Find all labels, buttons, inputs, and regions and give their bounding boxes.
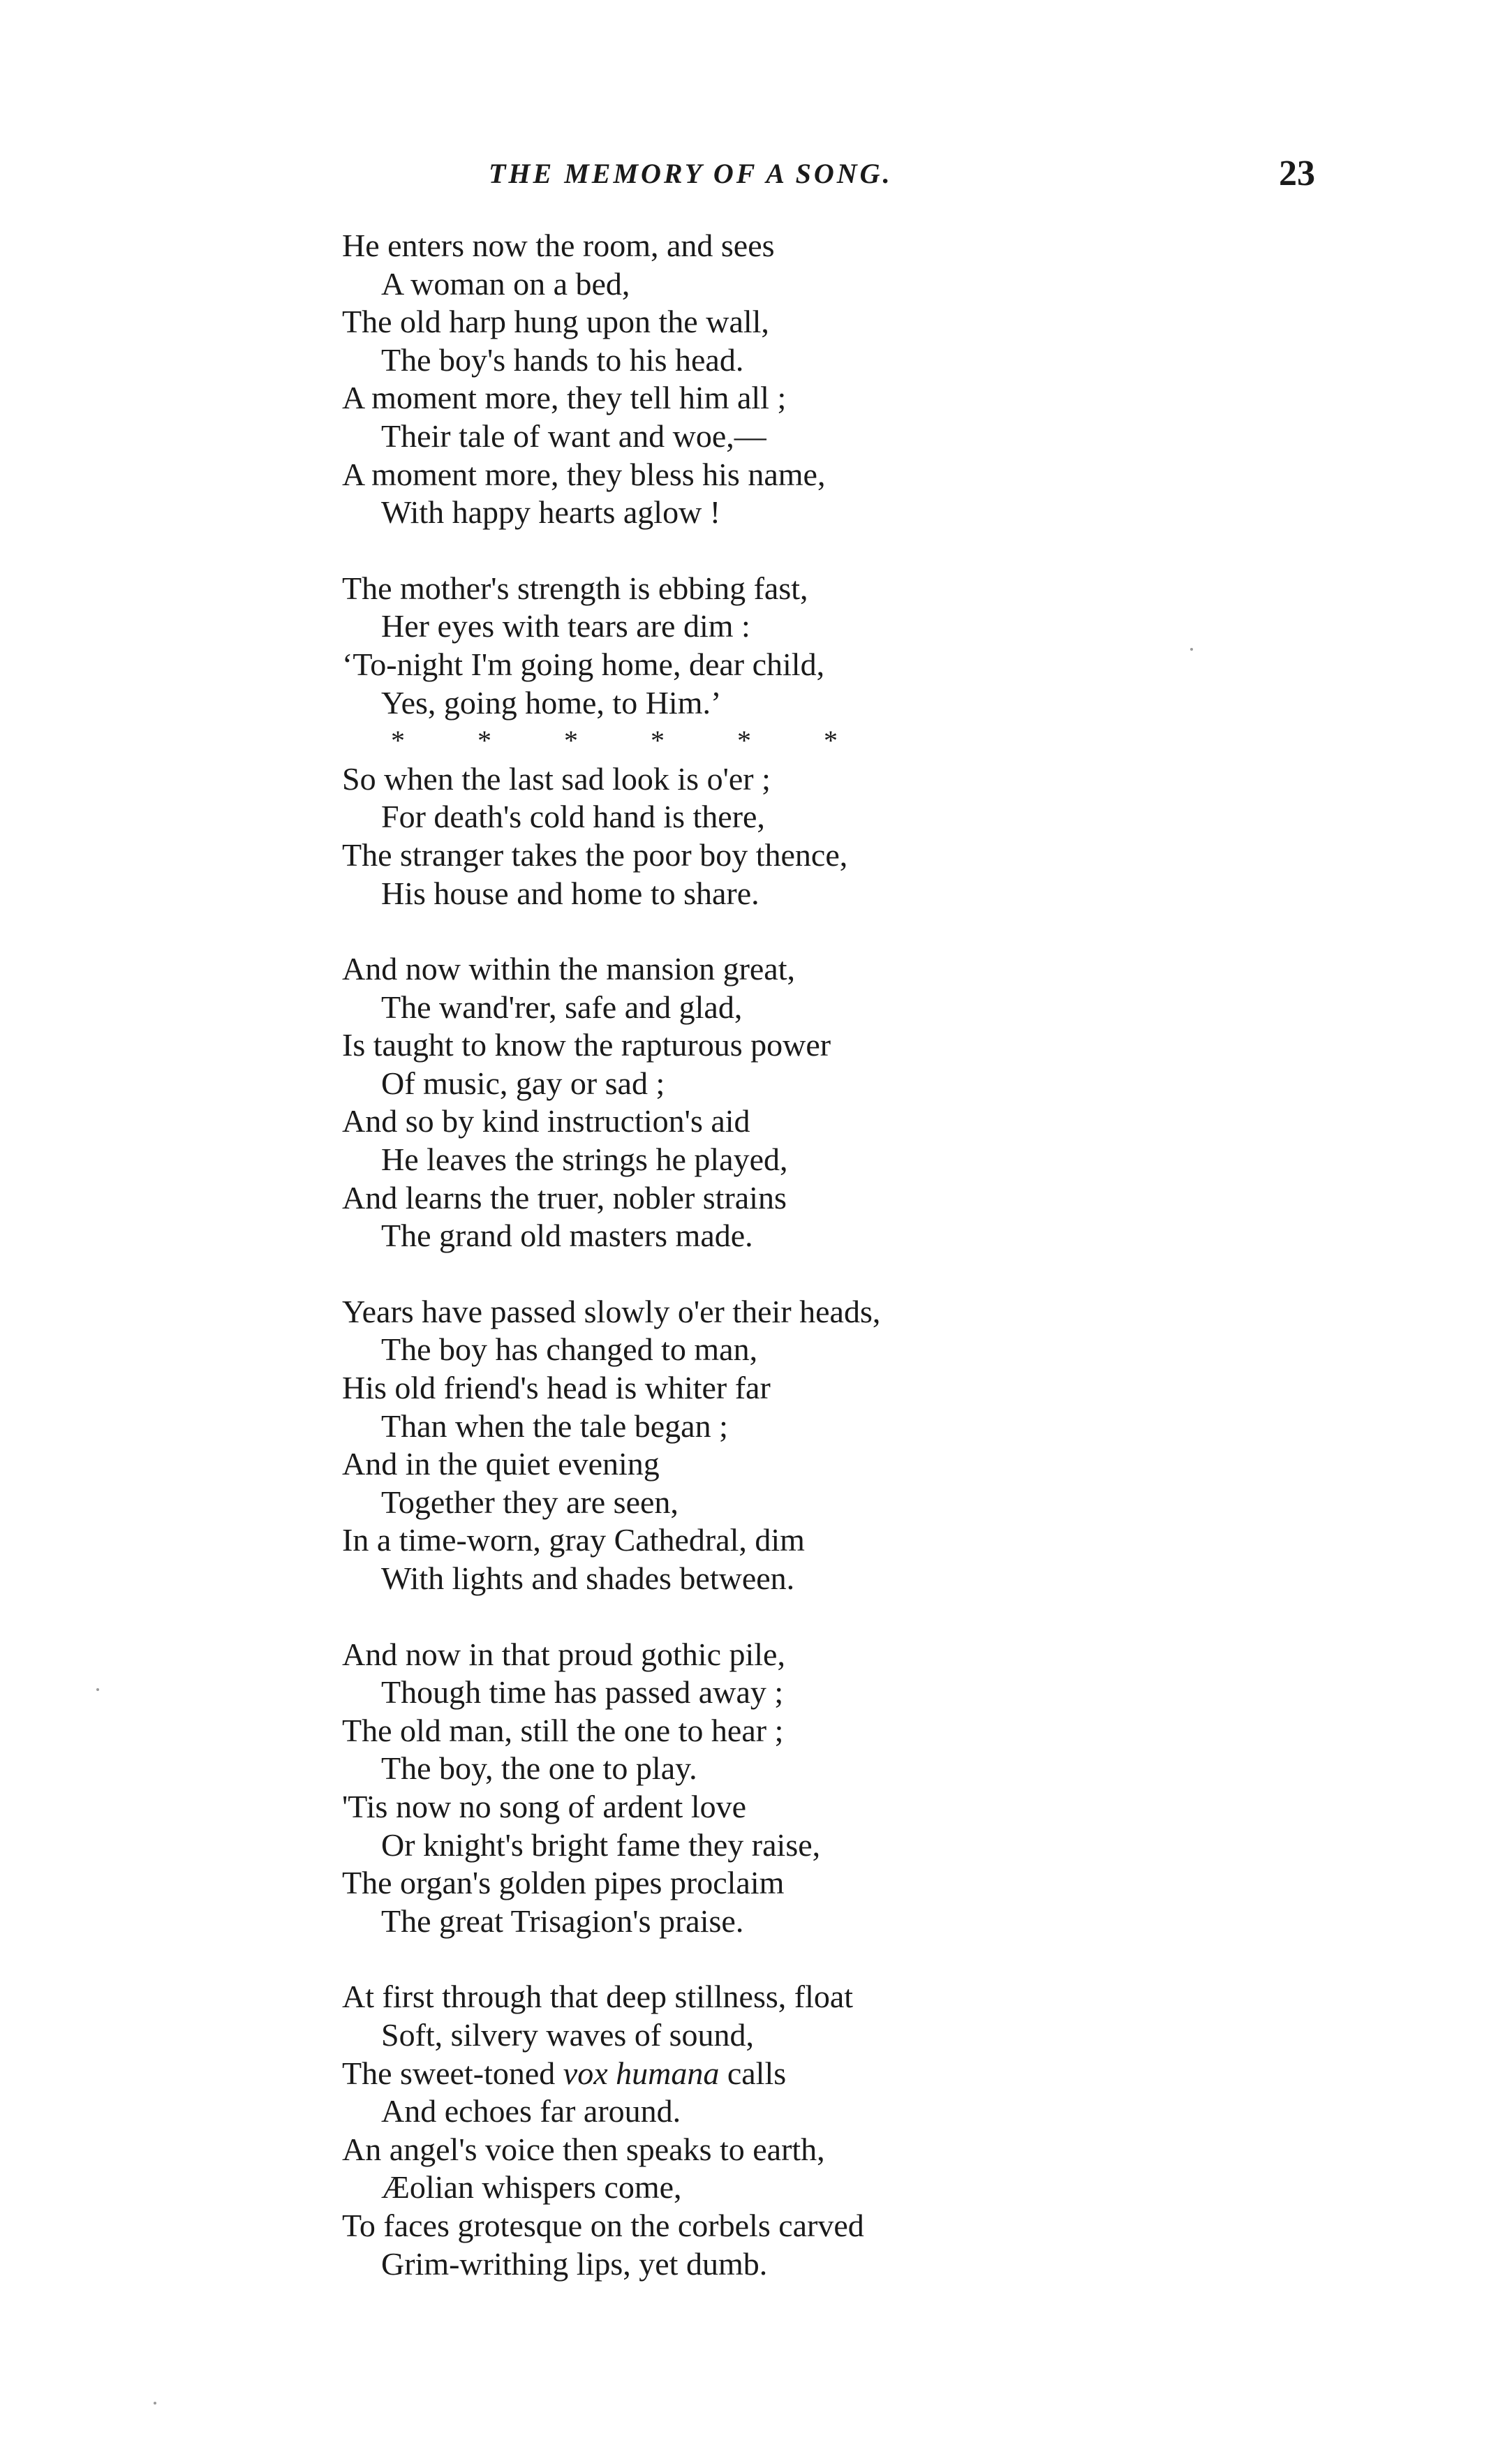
poem-line: Years have passed slowly o'er their heads, [342, 1293, 881, 1329]
poem-line: In a time-worn, gray Cathedral, dim [342, 1522, 805, 1558]
poem-line: ‘To-night I'm going home, dear child, [342, 646, 825, 682]
poem-line: For death's cold hand is there, [381, 799, 765, 835]
poem-line: Their tale of want and woe,— [381, 418, 766, 454]
asterisk: * [824, 725, 838, 757]
poem-line: He enters now the room, and sees [342, 228, 775, 263]
poem-line: Than when the tale began ; [381, 1408, 728, 1444]
poem-line: And in the quiet evening [342, 1446, 660, 1482]
stanza-3 [342, 760, 1445, 913]
poem-line: Is taught to know the rapturous power [342, 1027, 831, 1063]
poem-line: 'Tis now no song of ardent love [342, 1788, 747, 1824]
poem-line: Or knight's bright fame they raise, [381, 1826, 821, 1863]
poem-line: So when the last sad look is o'er ; [342, 760, 771, 797]
poem-line: The great Trisagion's praise. [381, 1903, 744, 1939]
paper-speck [96, 1688, 99, 1691]
poem-line: And echoes far around. [381, 2093, 681, 2129]
paper-speck [154, 2402, 156, 2405]
poem-line-start: The sweet-toned [342, 2055, 556, 2091]
poem-line: A woman on a bed, [381, 265, 630, 302]
poem-line: Yes, going home, to Him.’ [381, 684, 722, 721]
poem-line: Though time has passed away ; [381, 1674, 784, 1711]
poem-line: And now within the mansion great, [342, 951, 796, 987]
asterisk: * [651, 725, 665, 757]
poem-line-with-italic [342, 2055, 1445, 2093]
stanza-7 [342, 1978, 1445, 2283]
stanza-1 [342, 227, 1445, 532]
poem-body [342, 227, 1445, 2321]
asterisk: * [391, 725, 405, 757]
poem-line: The mother's strength is ebbing fast, [342, 570, 808, 606]
poem-line: The boy has changed to man, [381, 1331, 758, 1368]
page-number: 23 [1279, 154, 1315, 193]
poem-line: With happy hearts aglow ! [381, 494, 721, 531]
poem-line: A moment more, they bless his name, [342, 456, 826, 492]
asterisk: * [737, 725, 751, 757]
poem-line: And learns the truer, nobler strains [342, 1179, 787, 1216]
poem-line-end: calls [719, 2055, 787, 2091]
running-head [0, 154, 1512, 199]
stanza-5 [342, 1293, 1445, 1598]
poem-line: An angel's voice then speaks to earth, [342, 2131, 825, 2167]
poem-line: Of music, gay or sad ; [381, 1065, 665, 1101]
poem-line: Together they are seen, [381, 1484, 679, 1520]
poem-line: Grim-writhing lips, yet dumb. [381, 2245, 768, 2282]
poem-line: And so by kind instruction's aid [342, 1103, 750, 1139]
stanza-2 [342, 570, 1445, 760]
poem-line: The grand old masters made. [381, 1218, 753, 1254]
poem-line: At first through that deep stillness, float [342, 1979, 854, 2015]
poem-line: Æolian whispers come, [381, 2169, 682, 2206]
italic-phrase: vox humana [563, 2055, 720, 2091]
poem-line: His house and home to share. [381, 875, 759, 911]
poem-line: To faces grotesque on the corbels carved [342, 2207, 864, 2243]
poem-line: The organ's golden pipes proclaim [342, 1865, 785, 1901]
poem-line: He leaves the strings he played, [381, 1142, 788, 1178]
poem-line: The old man, still the one to hear ; [342, 1712, 784, 1748]
poem-line: The wand'rer, safe and glad, [381, 989, 743, 1025]
running-title: THE MEMORY OF A SONG. [489, 158, 893, 189]
asterisk: * [564, 725, 578, 757]
poem-line: With lights and shades between. [381, 1560, 795, 1596]
poem-line: And now in that proud gothic pile, [342, 1636, 785, 1672]
asterisk: * [477, 725, 491, 757]
poem-line: Her eyes with tears are dim : [381, 608, 750, 644]
paper-speck [1190, 648, 1193, 651]
stanza-6 [342, 1636, 1445, 1941]
poem-line: A moment more, they tell him all ; [342, 380, 787, 416]
stanza-4 [342, 950, 1445, 1255]
poem-line: The boy's hands to his head. [381, 341, 744, 378]
poem-line: His old friend's head is whiter far [342, 1370, 771, 1406]
poem-line: The old harp hung upon the wall, [342, 304, 769, 340]
poem-line: The boy, the one to play. [381, 1750, 697, 1787]
poem-line: The stranger takes the poor boy thence, [342, 836, 848, 873]
poem-line: Soft, silvery waves of sound, [381, 2016, 755, 2053]
section-break-asterisks [342, 722, 1445, 760]
